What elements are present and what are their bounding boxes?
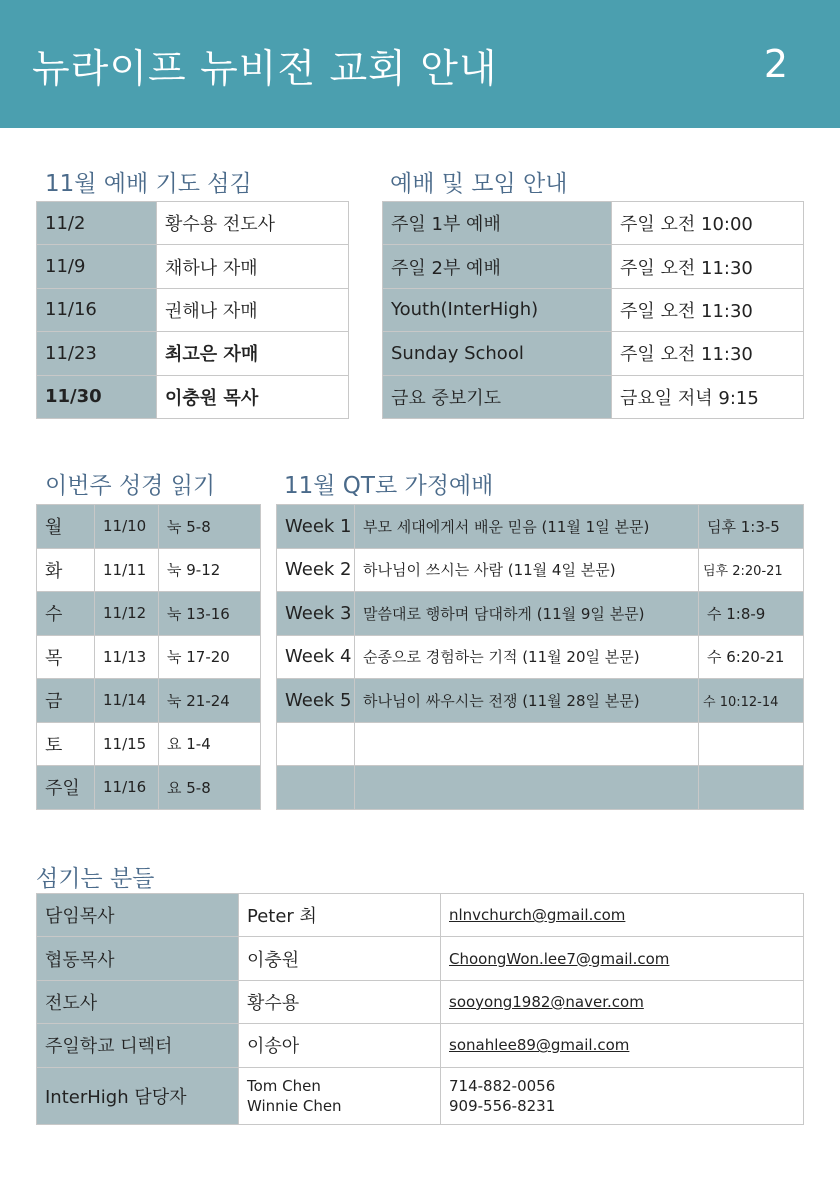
bible-date: 11/16 <box>95 766 159 810</box>
table-row <box>37 980 804 1023</box>
staff-contact <box>441 1067 804 1124</box>
service-time: 주일 오전 11:30 <box>612 332 804 375</box>
qt-topic: 하나님이 쓰시는 사람 (11월 4일 본문) <box>355 548 699 592</box>
staff-contact <box>441 980 804 1023</box>
prayer-date: 11/16 <box>37 288 157 331</box>
qt-week: Week 3 <box>277 592 355 636</box>
bible-date: 11/13 <box>95 635 159 679</box>
qt-week: Week 2 <box>277 548 355 592</box>
qt-reference: 수 6:20-21 <box>699 635 804 679</box>
service-time: 주일 오전 11:30 <box>612 245 804 288</box>
prayer-section-title: 11월 예배 기도 섬김 <box>45 171 252 197</box>
staff-name: 이송아 <box>239 1024 441 1067</box>
qt-topic: 부모 세대에게서 배운 믿음 (11월 1일 본문) <box>355 505 699 549</box>
phone-number: 909-556-8231 <box>449 1096 556 1115</box>
qt-reference: 딤후 1:3-5 <box>699 505 804 549</box>
table-row <box>383 245 804 288</box>
bible-day: 수 <box>37 592 95 636</box>
staff-name <box>239 1067 441 1124</box>
services-section-title: 예배 및 모임 안내 <box>390 171 568 197</box>
staff-contact <box>441 1024 804 1067</box>
prayer-date: 11/2 <box>37 202 157 245</box>
qt-topic: 말씀대로 행하며 담대하게 (11월 9일 본문) <box>355 592 699 636</box>
staff-name: 이충원 <box>239 937 441 980</box>
qt-week: Week 4 <box>277 635 355 679</box>
qt-reference: 딤후 2:20-21 <box>699 548 804 592</box>
table-row <box>37 332 349 375</box>
table-row <box>277 592 804 636</box>
bible-passage: 눅 21-24 <box>159 679 261 723</box>
page-header <box>0 0 840 128</box>
staff-role: 담임목사 <box>37 894 239 937</box>
table-row <box>383 202 804 245</box>
services-table <box>382 201 804 419</box>
staff-role: 전도사 <box>37 980 239 1023</box>
staff-name-line: Winnie Chen <box>247 1096 342 1115</box>
table-row <box>383 288 804 331</box>
qt-week: Week 5 <box>277 679 355 723</box>
bible-date: 11/15 <box>95 722 159 766</box>
bible-date: 11/10 <box>95 505 159 549</box>
prayer-name: 이충원 목사 <box>157 375 349 418</box>
prayer-name: 채하나 자매 <box>157 245 349 288</box>
prayer-date: 11/23 <box>37 332 157 375</box>
bible-day: 금 <box>37 679 95 723</box>
service-name: Youth(InterHigh) <box>383 288 612 331</box>
service-name: 금요 중보기도 <box>383 375 612 418</box>
service-name: 주일 1부 예배 <box>383 202 612 245</box>
bible-passage: 눅 13-16 <box>159 592 261 636</box>
table-row-empty <box>277 766 804 810</box>
staff-contact <box>441 937 804 980</box>
bible-date: 11/14 <box>95 679 159 723</box>
table-row <box>277 679 804 723</box>
qt-reference: 수 10:12-14 <box>699 679 804 723</box>
table-row <box>37 1067 804 1124</box>
email-link[interactable]: sonahlee89@gmail.com <box>449 1036 630 1055</box>
table-row-empty <box>277 722 804 766</box>
bible-passage: 눅 17-20 <box>159 635 261 679</box>
email-link[interactable]: ChoongWon.lee7@gmail.com <box>449 949 670 968</box>
bible-passage: 눅 9-12 <box>159 548 261 592</box>
table-row <box>37 1024 804 1067</box>
table-row <box>277 505 804 549</box>
staff-name-line: Tom Chen <box>247 1076 321 1095</box>
bible-date: 11/11 <box>95 548 159 592</box>
qt-week: Week 1 <box>277 505 355 549</box>
table-row <box>37 592 261 636</box>
empty-cell <box>699 722 804 766</box>
staff-role: InterHigh 담당자 <box>37 1067 239 1124</box>
table-row <box>37 548 261 592</box>
bible-day: 목 <box>37 635 95 679</box>
bible-day: 주일 <box>37 766 95 810</box>
empty-cell <box>277 722 355 766</box>
bible-passage: 요 5-8 <box>159 766 261 810</box>
staff-role: 주일학교 디렉터 <box>37 1024 239 1067</box>
page-number: 2 <box>763 42 788 86</box>
qt-section-title: 11월 QT로 가정예배 <box>284 473 494 499</box>
service-name: Sunday School <box>383 332 612 375</box>
table-row <box>277 548 804 592</box>
prayer-table <box>36 201 349 419</box>
qt-topic: 순종으로 경험하는 기적 (11월 20일 본문) <box>355 635 699 679</box>
qt-table <box>276 504 804 810</box>
table-row <box>37 635 261 679</box>
staff-contact <box>441 894 804 937</box>
bible-day: 월 <box>37 505 95 549</box>
staff-section-title: 섬기는 분들 <box>36 866 155 892</box>
prayer-date: 11/9 <box>37 245 157 288</box>
staff-name: 황수용 <box>239 980 441 1023</box>
bible-section-title: 이번주 성경 읽기 <box>45 473 216 499</box>
table-row <box>383 375 804 418</box>
table-row <box>37 505 261 549</box>
table-row <box>37 766 261 810</box>
table-row <box>37 679 261 723</box>
email-link[interactable]: nlnvchurch@gmail.com <box>449 906 626 925</box>
table-row <box>37 245 349 288</box>
page-title: 뉴라이프 뉴비전 교회 안내 <box>32 47 498 92</box>
table-row <box>383 332 804 375</box>
table-row <box>37 937 804 980</box>
email-link[interactable]: sooyong1982@naver.com <box>449 992 644 1011</box>
empty-cell <box>355 766 699 810</box>
bible-passage: 요 1-4 <box>159 722 261 766</box>
bible-day: 화 <box>37 548 95 592</box>
bible-day: 토 <box>37 722 95 766</box>
service-time: 주일 오전 11:30 <box>612 288 804 331</box>
staff-name: Peter 최 <box>239 894 441 937</box>
table-row <box>37 375 349 418</box>
prayer-name: 최고은 자매 <box>157 332 349 375</box>
table-row <box>37 288 349 331</box>
empty-cell <box>277 766 355 810</box>
phone-number: 714-882-0056 <box>449 1076 556 1095</box>
bible-date: 11/12 <box>95 592 159 636</box>
service-time: 주일 오전 10:00 <box>612 202 804 245</box>
table-row <box>277 635 804 679</box>
staff-table <box>36 893 804 1125</box>
prayer-name: 권해나 자매 <box>157 288 349 331</box>
bible-passage: 눅 5-8 <box>159 505 261 549</box>
table-row <box>37 722 261 766</box>
table-row <box>37 202 349 245</box>
bible-reading-table <box>36 504 261 810</box>
service-time: 금요일 저녁 9:15 <box>612 375 804 418</box>
empty-cell <box>355 722 699 766</box>
service-name: 주일 2부 예배 <box>383 245 612 288</box>
staff-role: 협동목사 <box>37 937 239 980</box>
prayer-date: 11/30 <box>37 375 157 418</box>
table-row <box>37 894 804 937</box>
qt-reference: 수 1:8-9 <box>699 592 804 636</box>
prayer-name: 황수용 전도사 <box>157 202 349 245</box>
empty-cell <box>699 766 804 810</box>
qt-topic: 하나님이 싸우시는 전쟁 (11월 28일 본문) <box>355 679 699 723</box>
